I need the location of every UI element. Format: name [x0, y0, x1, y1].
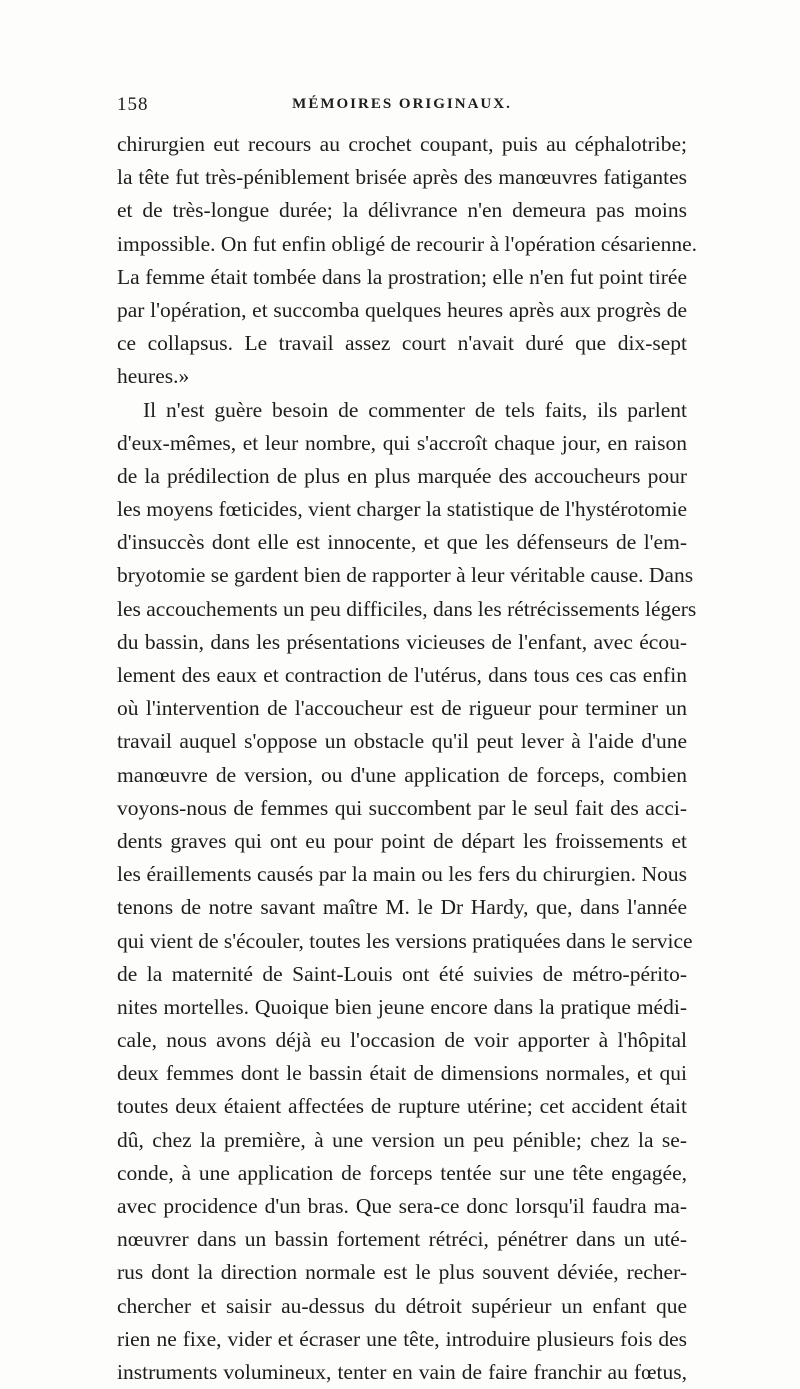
text-line: les moyens fœticides, vient charger la statistique de l'hystérotomie [117, 497, 688, 522]
text-line: travail auquel s'oppose un obstacle qu'il peut lever à l'aide d'une [117, 729, 687, 754]
text-line: où l'intervention de l'accoucheur est de rigueur pour terminer un [117, 696, 687, 721]
page-number: 158 [117, 94, 149, 115]
text-line: dû, chez la première, à une version un peu pénible; chez la se- [117, 1127, 687, 1152]
text-line: conde, à une application de forceps tentée sur une tête engagée, [117, 1160, 687, 1185]
text-line: d'insuccès dont elle est innocente, et que les défenseurs de l'em- [117, 530, 687, 555]
text-line: rus dont la direction normale est le plus souvent déviée, recher- [117, 1260, 687, 1285]
text-line: chercher et saisir au-dessus du détroit supérieur un enfant que [117, 1293, 687, 1318]
text-line: La femme était tombée dans la prostration; elle n'en fut point tirée [117, 264, 687, 289]
text-line: Il n'est guère besoin de commenter de tels faits, ils parlent [143, 397, 687, 422]
text-line: heures.» [117, 364, 190, 389]
page-header [117, 94, 687, 120]
text-line: du bassin, dans les présentations vicieuses de l'enfant, avec écou- [117, 629, 687, 654]
text-line: qui vient de s'écouler, toutes les versions pratiquées dans le service [117, 928, 693, 953]
text-line: lement des eaux et contraction de l'utérus, dans tous ces cas enfin [117, 663, 687, 687]
text-line: avec procidence d'un bras. Que sera-ce donc lorsqu'il faudra ma- [117, 1194, 687, 1218]
text-line: et de très-longue durée; la délivrance n'en demeura pas moins [117, 198, 687, 223]
text-line: manœuvre de version, ou d'une application de forceps, combien [117, 762, 687, 787]
text-line: les éraillements causés par la main ou les fers du chirurgien. Nous [117, 862, 687, 887]
text-line: cale, nous avons déjà eu l'occasion de voir apporter à l'hôpital [117, 1028, 687, 1053]
text-line: bryotomie se gardent bien de rapporter à leur véritable cause. Dans [117, 563, 694, 588]
text-line: toutes deux étaient affectées de rupture utérine; cet accident était [117, 1094, 687, 1119]
text-line: tenons de notre savant maître M. le Dr Hardy, que, dans l'année [117, 895, 687, 920]
text-line: nœuvrer dans un bassin fortement rétréci, pénétrer dans un uté- [117, 1227, 687, 1252]
text-line: les accouchements un peu difficiles, dans les rétrécissements légers [117, 596, 697, 621]
text-line: dents graves qui ont eu pour point de départ les froissements et [117, 828, 687, 853]
text-line: ce collapsus. Le travail assez court n'avait duré que dix-sept [117, 331, 687, 356]
text-line: la tête fut très-péniblement brisée après des manœuvres fatigantes [117, 165, 687, 190]
text-line: voyons-nous de femmes qui succombent par le seul fait des acci- [117, 795, 687, 820]
text-line: d'eux-mêmes, et leur nombre, qui s'accroît chaque jour, en raison [117, 430, 687, 455]
text-line: chirurgien eut recours au crochet coupant, puis au céphalotribe; [117, 132, 687, 156]
text-line: par l'opération, et succomba quelques heures après aux progrès de [117, 297, 687, 322]
body-text [117, 128, 697, 1389]
text-line: rien ne fixe, vider et écraser une tête, introduire plusieurs fois des [117, 1326, 687, 1351]
text-line: deux femmes dont le bassin était de dimensions normales, et qui [117, 1061, 687, 1086]
text-line: de la maternité de Saint-Louis ont été suivies de métro-périto- [117, 961, 687, 986]
running-head: MÉMOIRES ORIGINAUX. [292, 96, 512, 112]
text-line: instruments volumineux, tenter en vain de faire franchir au fœtus, [117, 1359, 687, 1384]
text-line: de la prédilection de plus en plus marquée des accoucheurs pour [117, 463, 687, 488]
text-line: impossible. On fut enfin obligé de recourir à l'opération césarienne. [117, 231, 697, 256]
text-line: nites mortelles. Quoique bien jeune encore dans la pratique médi- [117, 994, 687, 1019]
